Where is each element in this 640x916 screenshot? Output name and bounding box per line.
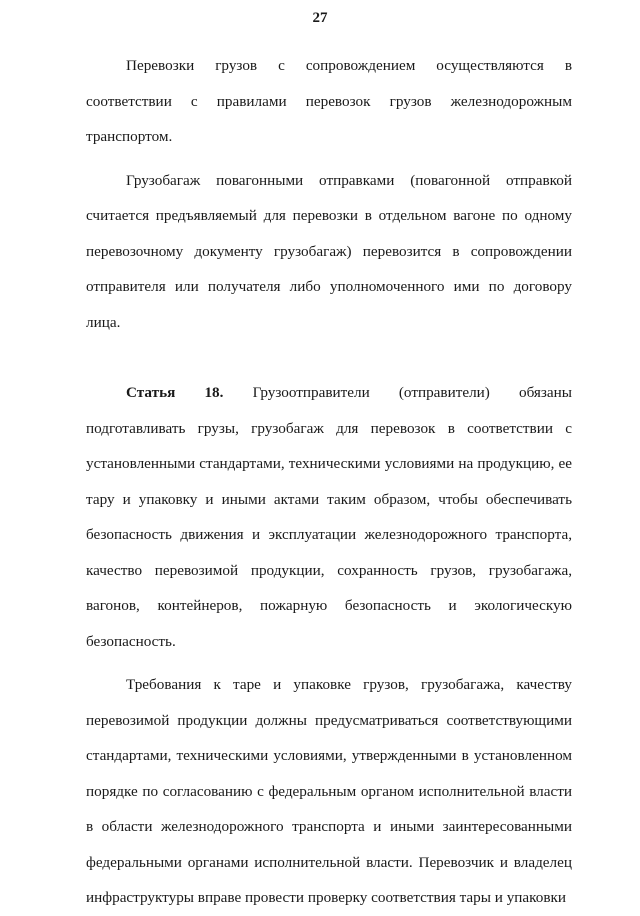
page-number: 27 [312, 10, 328, 26]
paragraph-wagon-shipments: Грузобагаж повагонными отправками (повагонной отправкой считается предъявляемый для перевозки в отдельном вагоне по одному перевозочному документу грузобагаж) перевозится в сопровождении отправителя или получателя либо уполномоченного ими по договору лица. [86, 171, 572, 331]
article-18-text: Грузоотправители (отправители) обязаны подготавливать грузы, грузобагаж для перевозок в соответствии с установленными стандартами, техническими условиями на продукцию, ее тару и упаковку и иными актами таким образом, чтобы обеспечивать безопасность движения и эксплуатации железнодорожного транспорта, качество перевозимой продукции, сохранность грузов, грузобагажа, вагонов, контейнеров, пожарную безопасность и экологическую безопасность. [86, 384, 572, 650]
paragraph-packaging-requirements: Требования к таре и упаковке грузов, грузобагажа, качеству перевозимой продукции должны предусматриваться соответствующими стандартами, техническими условиями, утвержденными в установленном порядке по согласованию с федеральным органом исполнительной власти в области железнодорожного транспорта и иными заинтересованными федеральными органами исполнительной власти. Перевозчик и владелец инфраструктуры вправе провести проверку соответствия тары и упаковки [86, 676, 572, 906]
article-heading: Статья 18. [126, 384, 224, 401]
document-body [86, 48, 572, 916]
paragraph-article-18 [86, 375, 572, 659]
paragraph-escort-transport: Перевозки грузов с сопровождением осуществляются в соответствии с правилами перевозок грузов железнодорожным транспортом. [86, 57, 572, 145]
